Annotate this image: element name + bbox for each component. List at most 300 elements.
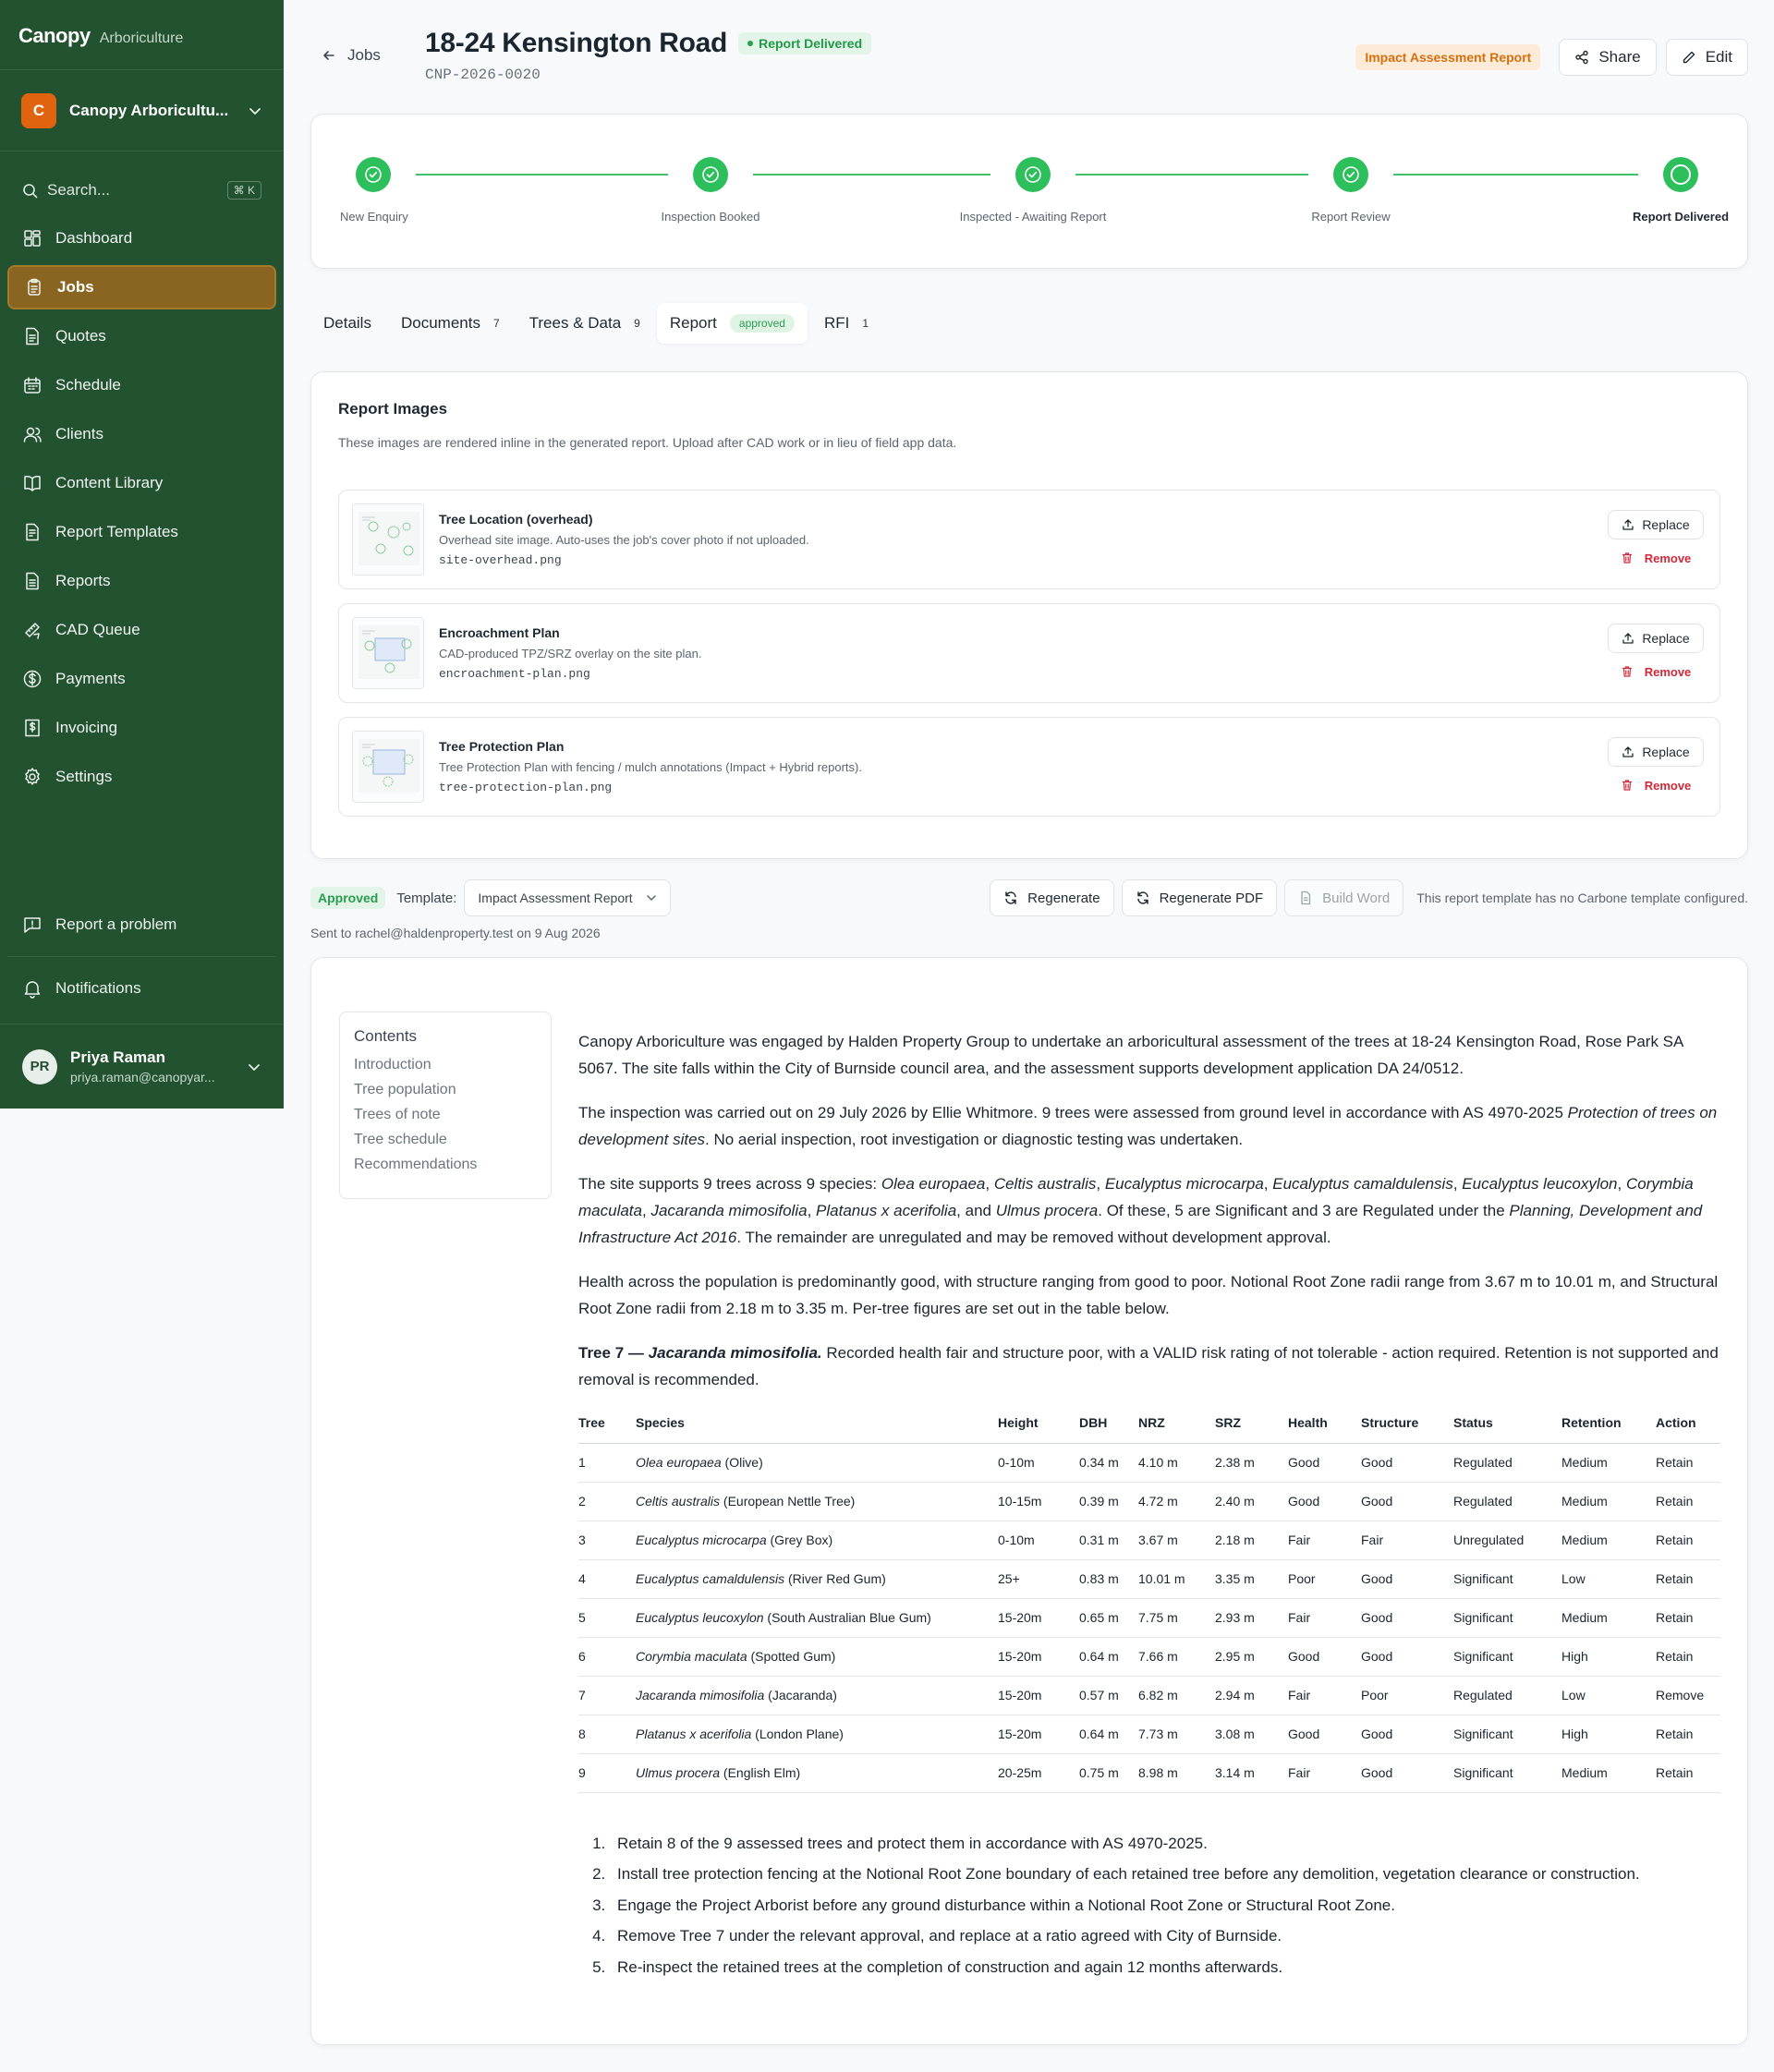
cell-structure: Good bbox=[1361, 1598, 1453, 1637]
cell-species bbox=[636, 1715, 998, 1753]
toc-link[interactable]: Recommendations bbox=[354, 1157, 478, 1172]
cell-dbh: 0.39 m bbox=[1079, 1482, 1138, 1521]
cell-retention: High bbox=[1561, 1715, 1656, 1753]
text-run: Recorded health fair and structure poor, with a VALID risk rating of not tolerable - action required. Retention is not supported and removal is recommended. bbox=[578, 1344, 1719, 1388]
sidebar-item-content-library[interactable] bbox=[7, 461, 276, 505]
build-word-label: Build Word bbox=[1322, 890, 1391, 906]
table-row bbox=[578, 1443, 1720, 1482]
upload-icon bbox=[1622, 632, 1634, 645]
cell-status: Significant bbox=[1453, 1753, 1561, 1792]
sidebar-item-reports[interactable] bbox=[7, 559, 276, 603]
cell-species bbox=[636, 1676, 998, 1715]
image-filename: encroachment-plan.png bbox=[439, 667, 590, 681]
cell-dbh: 0.65 m bbox=[1079, 1598, 1138, 1637]
report-icon bbox=[22, 571, 43, 591]
tab-status-badge: approved bbox=[730, 314, 795, 333]
population-paragraph: The site supports 9 trees across 9 species: Olea europaea, Celtis australis, Eucalyptus microcarpa, Eucalyptus camaldulensis, Eucalyptus leucoxylon, Corymbia maculata, Jacaranda mimosifolia, Platanus x acerifolia, and Ulmus procera. Of these, 5 are Significant and 3 are Regulated under the Planning, Development and Infrastructure Act 2016. The remainder are unregulated and may be removed without development approval. bbox=[578, 1175, 1703, 1246]
tab-trees-data[interactable] bbox=[516, 303, 653, 344]
arrow-left-icon bbox=[322, 48, 336, 63]
cell-nrz: 10.01 m bbox=[1138, 1559, 1215, 1598]
cell-health: Good bbox=[1288, 1482, 1361, 1521]
cell-nrz: 4.10 m bbox=[1138, 1443, 1215, 1482]
search-shortcut: ⌘ K bbox=[227, 181, 261, 200]
common-name: (Grey Box) bbox=[766, 1533, 833, 1547]
cell-retention: Low bbox=[1561, 1676, 1656, 1715]
template-select[interactable] bbox=[464, 879, 670, 916]
cell-height: 15-20m bbox=[998, 1676, 1079, 1715]
sidebar-item-label: Jobs bbox=[57, 278, 94, 296]
cell-dbh: 0.64 m bbox=[1079, 1715, 1138, 1753]
column-header: NRZ bbox=[1138, 1415, 1215, 1443]
job-progress-tracker bbox=[310, 114, 1748, 269]
cell-structure: Good bbox=[1361, 1715, 1453, 1753]
cell-status: Significant bbox=[1453, 1637, 1561, 1676]
remove-button[interactable] bbox=[1621, 660, 1692, 683]
cell-srz: 3.35 m bbox=[1215, 1559, 1288, 1598]
sidebar bbox=[0, 0, 284, 1109]
cell-nrz: 3.67 m bbox=[1138, 1521, 1215, 1559]
cell-srz: 2.18 m bbox=[1215, 1521, 1288, 1559]
back-to-jobs-link[interactable] bbox=[322, 46, 381, 65]
cell-retention: Medium bbox=[1561, 1521, 1656, 1559]
report-body bbox=[578, 1028, 1720, 1982]
text-run: The site supports 9 trees across 9 species: bbox=[578, 1175, 881, 1193]
image-filename: tree-protection-plan.png bbox=[439, 781, 613, 794]
tab-label: Trees & Data bbox=[529, 314, 622, 332]
status-badge-label: Report Delivered bbox=[759, 36, 863, 51]
cell-retention: High bbox=[1561, 1637, 1656, 1676]
species-name: Olea europaea bbox=[881, 1175, 986, 1193]
sidebar-item-payments[interactable] bbox=[7, 657, 276, 701]
species-name: Jacaranda mimosifolia. bbox=[648, 1344, 822, 1362]
progress-step-label: New Enquiry bbox=[340, 210, 408, 224]
cell-structure: Good bbox=[1361, 1443, 1453, 1482]
page-title: 18-24 Kensington Road bbox=[425, 28, 728, 58]
cell-tree: 4 bbox=[578, 1559, 636, 1598]
column-header: Status bbox=[1453, 1415, 1561, 1443]
user-name: Priya Raman bbox=[70, 1048, 165, 1066]
cell-species bbox=[636, 1598, 998, 1637]
header-actions bbox=[1355, 39, 1748, 76]
invoice-icon bbox=[22, 718, 43, 738]
species-name: Platanus x acerifolia bbox=[816, 1202, 957, 1219]
bell-icon bbox=[22, 978, 43, 999]
text-run: . Of these, 5 are Significant and 3 are Regulated under the bbox=[1098, 1202, 1510, 1219]
cell-srz: 3.08 m bbox=[1215, 1715, 1288, 1753]
cell-srz: 2.95 m bbox=[1215, 1637, 1288, 1676]
status-dot bbox=[747, 41, 753, 46]
report-image-row bbox=[338, 717, 1720, 817]
cell-nrz: 4.72 m bbox=[1138, 1482, 1215, 1521]
cell-height: 10-15m bbox=[998, 1482, 1079, 1521]
sidebar-item-quotes[interactable] bbox=[7, 314, 276, 358]
sidebar-item-label: Dashboard bbox=[55, 229, 133, 247]
species-name: Ulmus procera bbox=[636, 1765, 721, 1780]
user-menu[interactable] bbox=[0, 1024, 284, 1109]
table-header-row bbox=[578, 1415, 1720, 1443]
remove-label: Remove bbox=[1644, 778, 1692, 793]
cell-status: Significant bbox=[1453, 1715, 1561, 1753]
sidebar-item-label: Reports bbox=[55, 572, 111, 589]
recommendation-item: 3. Engage the Project Arborist before any ground disturbance within a Notional Root Zone or Structural Root Zone. bbox=[610, 1890, 1720, 1921]
image-info bbox=[439, 625, 1605, 681]
cell-structure: Fair bbox=[1361, 1521, 1453, 1559]
cell-health: Fair bbox=[1288, 1521, 1361, 1559]
cell-action: Remove bbox=[1656, 1676, 1720, 1715]
species-name: Ulmus procera bbox=[995, 1202, 1099, 1219]
cell-height: 15-20m bbox=[998, 1637, 1079, 1676]
cell-dbh: 0.57 m bbox=[1079, 1676, 1138, 1715]
species-name: Eucalyptus leucoxylon bbox=[636, 1610, 764, 1625]
back-label: Jobs bbox=[347, 46, 381, 64]
chevron-down-icon bbox=[248, 103, 262, 118]
sidebar-item-settings[interactable] bbox=[7, 755, 276, 799]
avatar: PR bbox=[22, 1049, 57, 1084]
image-thumbnail[interactable] bbox=[352, 617, 424, 689]
brand-name: Canopy bbox=[18, 24, 91, 47]
species-name: Jacaranda mimosifolia bbox=[650, 1202, 808, 1219]
cell-tree: 7 bbox=[578, 1676, 636, 1715]
table-row bbox=[578, 1676, 1720, 1715]
cell-height: 0-10m bbox=[998, 1443, 1079, 1482]
cell-status: Regulated bbox=[1453, 1482, 1561, 1521]
toc-link[interactable]: Trees of note bbox=[354, 1107, 441, 1122]
image-actions bbox=[1605, 510, 1707, 569]
brand[interactable] bbox=[0, 0, 284, 70]
cell-dbh: 0.83 m bbox=[1079, 1559, 1138, 1598]
cell-health: Poor bbox=[1288, 1559, 1361, 1598]
sidebar-item-label: Schedule bbox=[55, 376, 121, 394]
notifications-button[interactable] bbox=[0, 966, 284, 1011]
tree-of-note-paragraph bbox=[578, 1339, 1720, 1393]
sidebar-item-dashboard[interactable] bbox=[7, 216, 276, 261]
species-name: Corymbia maculata bbox=[636, 1649, 747, 1664]
upload-icon bbox=[1622, 745, 1634, 758]
search-input[interactable] bbox=[22, 174, 261, 207]
remove-button[interactable] bbox=[1621, 774, 1692, 796]
progress-step-label: Inspection Booked bbox=[661, 210, 760, 224]
edit-button[interactable] bbox=[1666, 39, 1748, 76]
toc-link[interactable]: Tree population bbox=[354, 1082, 456, 1097]
cell-height: 20-25m bbox=[998, 1753, 1079, 1792]
share-label: Share bbox=[1598, 48, 1641, 66]
cell-action: Retain bbox=[1656, 1598, 1720, 1637]
replace-label: Replace bbox=[1642, 745, 1690, 759]
cell-retention: Medium bbox=[1561, 1443, 1656, 1482]
species-name: Platanus x acerifolia bbox=[636, 1727, 752, 1741]
common-name: (Jacaranda) bbox=[764, 1688, 837, 1702]
sidebar-item-report-templates[interactable] bbox=[7, 510, 276, 554]
trash-icon bbox=[1621, 665, 1634, 678]
cell-structure: Good bbox=[1361, 1559, 1453, 1598]
calendar-icon bbox=[22, 375, 43, 395]
org-name: Canopy Arboricultu... bbox=[69, 101, 229, 119]
cell-dbh: 0.31 m bbox=[1079, 1521, 1138, 1559]
species-name: Eucalyptus leucoxylon bbox=[1462, 1175, 1618, 1193]
column-header: DBH bbox=[1079, 1415, 1138, 1443]
tab-count: 7 bbox=[492, 317, 500, 330]
column-header: SRZ bbox=[1215, 1415, 1288, 1443]
tree-schedule-table bbox=[578, 1415, 1720, 1793]
check-circle-icon bbox=[1015, 157, 1051, 192]
image-thumbnail[interactable] bbox=[352, 503, 424, 576]
sidebar-nav bbox=[0, 216, 284, 799]
regenerate-button[interactable] bbox=[990, 879, 1113, 916]
species-name: Celtis australis bbox=[993, 1175, 1097, 1193]
recommendation-item: 2. Install tree protection fencing at the Notional Root Zone boundary of each retained tree before any demolition, vegetation clearance or construction. bbox=[610, 1859, 1720, 1890]
cell-status: Significant bbox=[1453, 1559, 1561, 1598]
table-row bbox=[578, 1598, 1720, 1637]
image-list bbox=[338, 490, 1720, 817]
clipboard-icon bbox=[24, 277, 44, 297]
cell-tree: 3 bbox=[578, 1521, 636, 1559]
cell-srz: 2.38 m bbox=[1215, 1443, 1288, 1482]
sidebar-item-invoicing[interactable] bbox=[7, 706, 276, 750]
section-description: These images are rendered inline in the generated report. Upload after CAD work or in lieu of field app data. bbox=[338, 435, 957, 450]
tab-documents[interactable] bbox=[388, 303, 513, 344]
species-name: Eucalyptus camaldulensis bbox=[1272, 1175, 1453, 1193]
progress-connector bbox=[416, 174, 668, 176]
cell-srz: 3.14 m bbox=[1215, 1753, 1288, 1792]
image-info bbox=[439, 739, 1605, 794]
check-circle-icon bbox=[1333, 157, 1368, 192]
progress-step-label: Inspected - Awaiting Report bbox=[959, 210, 1107, 224]
regenerate-pdf-button[interactable] bbox=[1122, 879, 1278, 916]
sidebar-item-label: Report Templates bbox=[55, 523, 178, 540]
common-name: (South Australian Blue Gum) bbox=[763, 1610, 931, 1625]
sidebar-item-label: Payments bbox=[55, 670, 126, 687]
sidebar-item-label: Quotes bbox=[55, 327, 106, 345]
species-name: Jacaranda mimosifolia bbox=[636, 1688, 765, 1702]
cell-nrz: 7.73 m bbox=[1138, 1715, 1215, 1753]
health-paragraph: Health across the population is predominantly good, with structure ranging from good to poor. Notional Root Zone radii range from 3.67 m to 10.01 m, and Structural Root Zone radii from 2.18 m to 3.35 m. Per-tree figures are set out in the table below. bbox=[578, 1273, 1719, 1317]
toc-link[interactable]: Tree schedule bbox=[354, 1132, 447, 1147]
users-icon bbox=[22, 424, 43, 444]
common-name: (River Red Gum) bbox=[784, 1571, 886, 1586]
cell-species bbox=[636, 1637, 998, 1676]
tab-rfi[interactable] bbox=[811, 303, 881, 344]
user-email: priya.raman@canopyar... bbox=[70, 1070, 215, 1084]
cell-dbh: 0.75 m bbox=[1079, 1753, 1138, 1792]
progress-step-label: Report Review bbox=[1311, 210, 1391, 224]
cell-health: Fair bbox=[1288, 1753, 1361, 1792]
cell-action: Retain bbox=[1656, 1521, 1720, 1559]
cell-height: 0-10m bbox=[998, 1521, 1079, 1559]
common-name: (Olive) bbox=[721, 1455, 763, 1470]
report-preview bbox=[310, 957, 1748, 2045]
cell-health: Good bbox=[1288, 1637, 1361, 1676]
sidebar-item-label: Invoicing bbox=[55, 719, 118, 736]
sidebar-item-label: CAD Queue bbox=[55, 621, 140, 638]
species-name: Corymbia maculata bbox=[578, 1175, 1694, 1219]
remove-label: Remove bbox=[1644, 664, 1692, 679]
document-icon bbox=[22, 326, 43, 346]
current-step-icon bbox=[1663, 157, 1698, 192]
replace-label: Replace bbox=[1642, 517, 1690, 532]
sidebar-item-jobs[interactable] bbox=[7, 265, 276, 309]
cell-srz: 2.94 m bbox=[1215, 1676, 1288, 1715]
sidebar-item-schedule[interactable] bbox=[7, 363, 276, 407]
cell-health: Good bbox=[1288, 1443, 1361, 1482]
image-actions bbox=[1605, 737, 1707, 796]
file-icon bbox=[1298, 891, 1313, 905]
cell-species bbox=[636, 1482, 998, 1521]
job-code: CNP-2026-0020 bbox=[425, 67, 541, 83]
legislation-title: Planning, Development and Infrastructure Act 2016 bbox=[578, 1202, 1703, 1246]
book-icon bbox=[22, 473, 43, 493]
cell-srz: 2.93 m bbox=[1215, 1598, 1288, 1637]
page-header bbox=[310, 0, 1748, 102]
tree-note-lead bbox=[578, 1344, 822, 1362]
cell-health: Fair bbox=[1288, 1598, 1361, 1637]
text-run: The inspection was carried out on 29 July 2026 by Ellie Whitmore. 9 trees were assessed from ground level in accordance with AS 4970-2025 bbox=[578, 1104, 1568, 1121]
title-block bbox=[425, 28, 871, 83]
template-label: Template: bbox=[396, 890, 457, 906]
tab-report[interactable] bbox=[657, 303, 808, 344]
table-body bbox=[578, 1443, 1720, 1792]
table-row bbox=[578, 1637, 1720, 1676]
standard-title: Protection of trees on development sites bbox=[578, 1104, 1718, 1148]
column-header: Action bbox=[1656, 1415, 1720, 1443]
cell-dbh: 0.64 m bbox=[1079, 1637, 1138, 1676]
intro-paragraph: Canopy Arboriculture was engaged by Halden Property Group to undertake an arboricultural assessment of the trees at 18-24 Kensington Road, Rose Park SA 5067. The site falls within the City of Burnside council area, and the assessment supports development application DA 24/0512. bbox=[578, 1033, 1683, 1077]
template-icon bbox=[22, 522, 43, 542]
species-name: Eucalyptus microcarpa bbox=[636, 1533, 767, 1547]
cell-tree: 6 bbox=[578, 1637, 636, 1676]
org-avatar: C bbox=[21, 93, 56, 128]
cell-status: Unregulated bbox=[1453, 1521, 1561, 1559]
column-header: Height bbox=[998, 1415, 1079, 1443]
image-actions bbox=[1605, 624, 1707, 683]
text-run: Tree 7 — bbox=[578, 1344, 649, 1362]
refresh-icon bbox=[1136, 891, 1150, 905]
cell-height: 25+ bbox=[998, 1559, 1079, 1598]
cell-species bbox=[636, 1559, 998, 1598]
cell-status: Regulated bbox=[1453, 1443, 1561, 1482]
cell-nrz: 7.66 m bbox=[1138, 1637, 1215, 1676]
check-circle-icon bbox=[693, 157, 728, 192]
dollar-icon bbox=[22, 669, 43, 689]
cell-structure: Good bbox=[1361, 1482, 1453, 1521]
cell-action: Retain bbox=[1656, 1482, 1720, 1521]
remove-label: Remove bbox=[1644, 551, 1692, 565]
progress-connector bbox=[753, 174, 990, 176]
cell-status: Regulated bbox=[1453, 1676, 1561, 1715]
cell-structure: Good bbox=[1361, 1637, 1453, 1676]
report-image-row bbox=[338, 490, 1720, 589]
cell-tree: 1 bbox=[578, 1443, 636, 1482]
cell-action: Retain bbox=[1656, 1753, 1720, 1792]
ruler-icon bbox=[22, 620, 43, 640]
common-name: (European Nettle Tree) bbox=[720, 1494, 856, 1509]
chevron-down-icon bbox=[646, 892, 657, 903]
org-switcher[interactable] bbox=[0, 70, 284, 151]
no-template-note: This report template has no Carbone template configured. bbox=[1416, 891, 1748, 905]
status-badge bbox=[738, 32, 871, 55]
replace-button[interactable] bbox=[1608, 510, 1703, 539]
toc-link[interactable]: Introduction bbox=[354, 1057, 431, 1072]
build-word-button[interactable] bbox=[1284, 879, 1403, 916]
cell-health: Good bbox=[1288, 1715, 1361, 1753]
cell-height: 15-20m bbox=[998, 1598, 1079, 1637]
sidebar-item-cad-queue[interactable] bbox=[7, 608, 276, 652]
sidebar-item-clients[interactable] bbox=[7, 412, 276, 456]
cell-species bbox=[636, 1443, 998, 1482]
cell-action: Retain bbox=[1656, 1715, 1720, 1753]
approval-badge: Approved bbox=[310, 887, 385, 909]
report-toolbar bbox=[310, 879, 1748, 916]
recommendation-item: 4. Remove Tree 7 under the relevant approval, and replace at a ratio agreed with City of Burnside. bbox=[610, 1921, 1720, 1952]
upload-icon bbox=[1622, 518, 1634, 531]
notifications-label: Notifications bbox=[55, 979, 141, 997]
tab-label: RFI bbox=[823, 314, 850, 332]
tab-label: Documents bbox=[400, 314, 480, 332]
divider bbox=[7, 956, 276, 957]
regenerate-pdf-label: Regenerate PDF bbox=[1159, 890, 1264, 906]
cell-retention: Medium bbox=[1561, 1482, 1656, 1521]
sidebar-item-label: Settings bbox=[55, 768, 113, 785]
table-row bbox=[578, 1482, 1720, 1521]
image-title: Tree Protection Plan bbox=[439, 739, 565, 754]
cell-tree: 2 bbox=[578, 1482, 636, 1521]
image-description: Overhead site image. Auto-uses the job's cover photo if not uploaded. bbox=[439, 533, 809, 547]
edit-label: Edit bbox=[1705, 48, 1732, 66]
chevron-down-icon bbox=[247, 1060, 261, 1074]
template-select-value: Impact Assessment Report bbox=[478, 891, 633, 905]
toc-title: Contents bbox=[354, 1027, 418, 1045]
cell-dbh: 0.34 m bbox=[1079, 1443, 1138, 1482]
text-run: . No aerial inspection, root investigation or diagnostic testing was undertaken. bbox=[705, 1131, 1244, 1148]
recommendations-list bbox=[578, 1828, 1720, 1983]
common-name: (Spotted Gum) bbox=[747, 1649, 836, 1664]
cell-status: Significant bbox=[1453, 1598, 1561, 1637]
table-row bbox=[578, 1753, 1720, 1792]
column-header: Retention bbox=[1561, 1415, 1656, 1443]
cell-health: Fair bbox=[1288, 1676, 1361, 1715]
brand-subtitle: Arboriculture bbox=[99, 30, 184, 46]
text-run: . The remainder are unregulated and may be removed without development approval. bbox=[736, 1229, 1331, 1246]
image-filename: site-overhead.png bbox=[439, 553, 562, 567]
image-thumbnail[interactable] bbox=[352, 731, 424, 803]
cell-action: Retain bbox=[1656, 1559, 1720, 1598]
cell-tree: 5 bbox=[578, 1598, 636, 1637]
column-header: Health bbox=[1288, 1415, 1361, 1443]
remove-button[interactable] bbox=[1621, 547, 1692, 569]
cell-retention: Medium bbox=[1561, 1598, 1656, 1637]
species-name: Celtis australis bbox=[636, 1494, 721, 1509]
tab-label: Report bbox=[669, 314, 717, 332]
sent-note: Sent to rachel@haldenproperty.test on 9 Aug 2026 bbox=[310, 926, 601, 940]
cell-retention: Medium bbox=[1561, 1753, 1656, 1792]
dashboard-icon bbox=[22, 228, 43, 248]
report-problem-button[interactable] bbox=[7, 903, 276, 947]
sidebar-footer bbox=[0, 903, 284, 1109]
message-alert-icon bbox=[22, 915, 43, 935]
replace-button[interactable] bbox=[1608, 624, 1703, 653]
image-title: Encroachment Plan bbox=[439, 625, 560, 640]
replace-button[interactable] bbox=[1608, 737, 1703, 767]
tab-details[interactable] bbox=[310, 303, 384, 344]
cell-structure: Poor bbox=[1361, 1676, 1453, 1715]
cell-action: Retain bbox=[1656, 1443, 1720, 1482]
cell-tree: 9 bbox=[578, 1753, 636, 1792]
share-button[interactable] bbox=[1559, 39, 1656, 76]
image-description: CAD-produced TPZ/SRZ overlay on the site plan. bbox=[439, 647, 702, 660]
cell-action: Retain bbox=[1656, 1637, 1720, 1676]
cell-species bbox=[636, 1753, 998, 1792]
cell-species bbox=[636, 1521, 998, 1559]
report-image-row bbox=[338, 603, 1720, 703]
